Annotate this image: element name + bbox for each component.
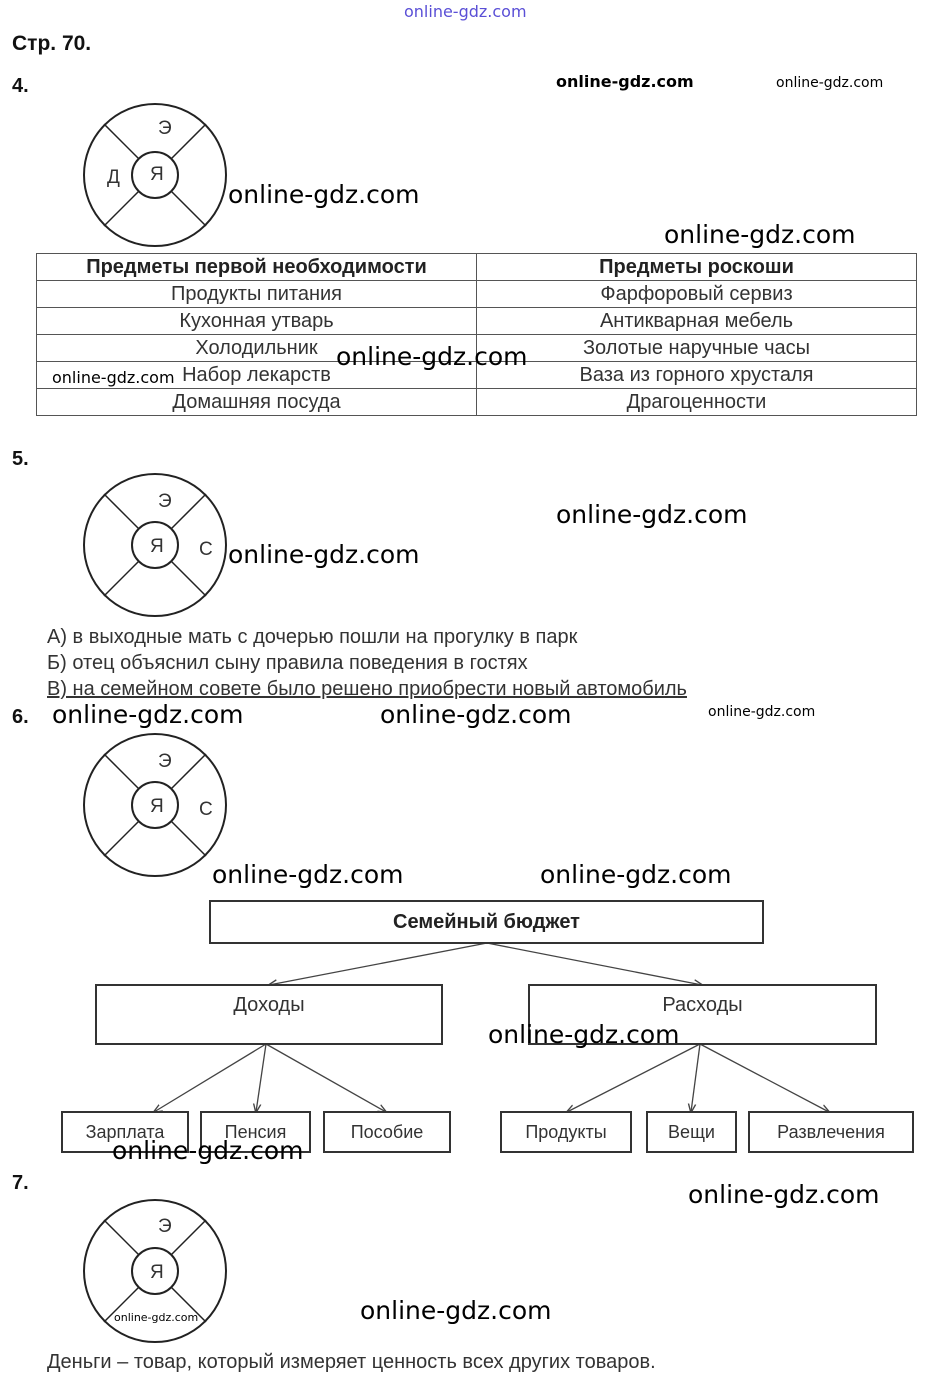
answer-text: Деньги – товар, который измеряет ценность всех других товаров. — [47, 1351, 656, 1373]
sphere-label-e: Э — [158, 751, 172, 772]
table-cell: Ваза из горного хрусталя — [477, 362, 917, 389]
table-cell: Фарфоровый сервиз — [477, 281, 917, 308]
table-cell: Кухонная утварь — [37, 308, 477, 335]
sphere-label-d: Д — [107, 167, 120, 188]
task-number: 6. — [12, 706, 29, 728]
watermark: online-gdz.com — [556, 72, 694, 91]
income-item-box: Пенсия — [200, 1111, 311, 1153]
watermark: online-gdz.com — [52, 700, 244, 729]
page-title: Стр. 70. — [12, 32, 92, 55]
table-cell: Золотые наручные часы — [477, 335, 917, 362]
table-cell: Продукты питания — [37, 281, 477, 308]
table-cell: Домашняя посуда — [37, 389, 477, 416]
answer-option-selected: В) на семейном совете было решено приобрести новый автомобиль — [47, 678, 687, 700]
sphere-label-e: Э — [158, 1216, 172, 1237]
income-item-box: Зарплата — [61, 1111, 189, 1153]
watermark: online-gdz.com — [228, 180, 420, 209]
table-cell: Антикварная мебель — [477, 308, 917, 335]
table-cell: Набор лекарств — [37, 362, 477, 389]
watermark: online-gdz.com — [708, 704, 816, 720]
sphere-label-s: С — [199, 799, 213, 820]
answer-option: Б) отец объяснил сыну правила поведения в гостях — [47, 652, 528, 674]
watermark: online-gdz.com — [540, 860, 732, 889]
column-header: Предметы роскоши — [477, 254, 917, 281]
expenses-box: Расходы — [528, 984, 877, 1045]
column-header: Предметы первой необходимости — [37, 254, 477, 281]
watermark: online-gdz.com — [112, 1136, 304, 1165]
task-number: 5. — [12, 448, 29, 470]
watermark: online-gdz.com — [556, 500, 748, 529]
expense-item-box: Развлечения — [748, 1111, 914, 1153]
watermark: online-gdz.com — [114, 1311, 199, 1324]
sphere-label-ya: Я — [150, 536, 164, 557]
watermark: online-gdz.com — [336, 342, 528, 371]
sphere-label-e: Э — [158, 491, 172, 512]
watermark: online-gdz.com — [488, 1020, 680, 1049]
table-cell: Драгоценности — [477, 389, 917, 416]
task-number: 7. — [12, 1172, 29, 1194]
income-box: Доходы — [95, 984, 443, 1045]
sphere-label-ya: Я — [150, 164, 164, 185]
sphere-label-s: С — [199, 539, 213, 560]
watermark: online-gdz.com — [664, 220, 856, 249]
watermark: online-gdz.com — [228, 540, 420, 569]
watermark: online-gdz.com — [404, 2, 527, 21]
expense-item-box: Продукты — [500, 1111, 632, 1153]
watermark: online-gdz.com — [212, 860, 404, 889]
sphere-label-ya: Я — [150, 1262, 164, 1283]
sphere-label-ya: Я — [150, 796, 164, 817]
task-number: 4. — [12, 75, 29, 97]
expense-item-box: Вещи — [646, 1111, 737, 1153]
budget-root-box: Семейный бюджет — [209, 900, 764, 944]
watermark: online-gdz.com — [380, 700, 572, 729]
answer-option: А) в выходные мать с дочерью пошли на прогулку в парк — [47, 626, 578, 648]
watermark: online-gdz.com — [776, 75, 884, 91]
watermark: online-gdz.com — [360, 1296, 552, 1325]
watermark: online-gdz.com — [688, 1180, 880, 1209]
sphere-label-e: Э — [158, 118, 172, 139]
income-item-box: Пособие — [323, 1111, 451, 1153]
table-cell: Холодильник — [37, 335, 477, 362]
watermark: online-gdz.com — [52, 368, 175, 387]
